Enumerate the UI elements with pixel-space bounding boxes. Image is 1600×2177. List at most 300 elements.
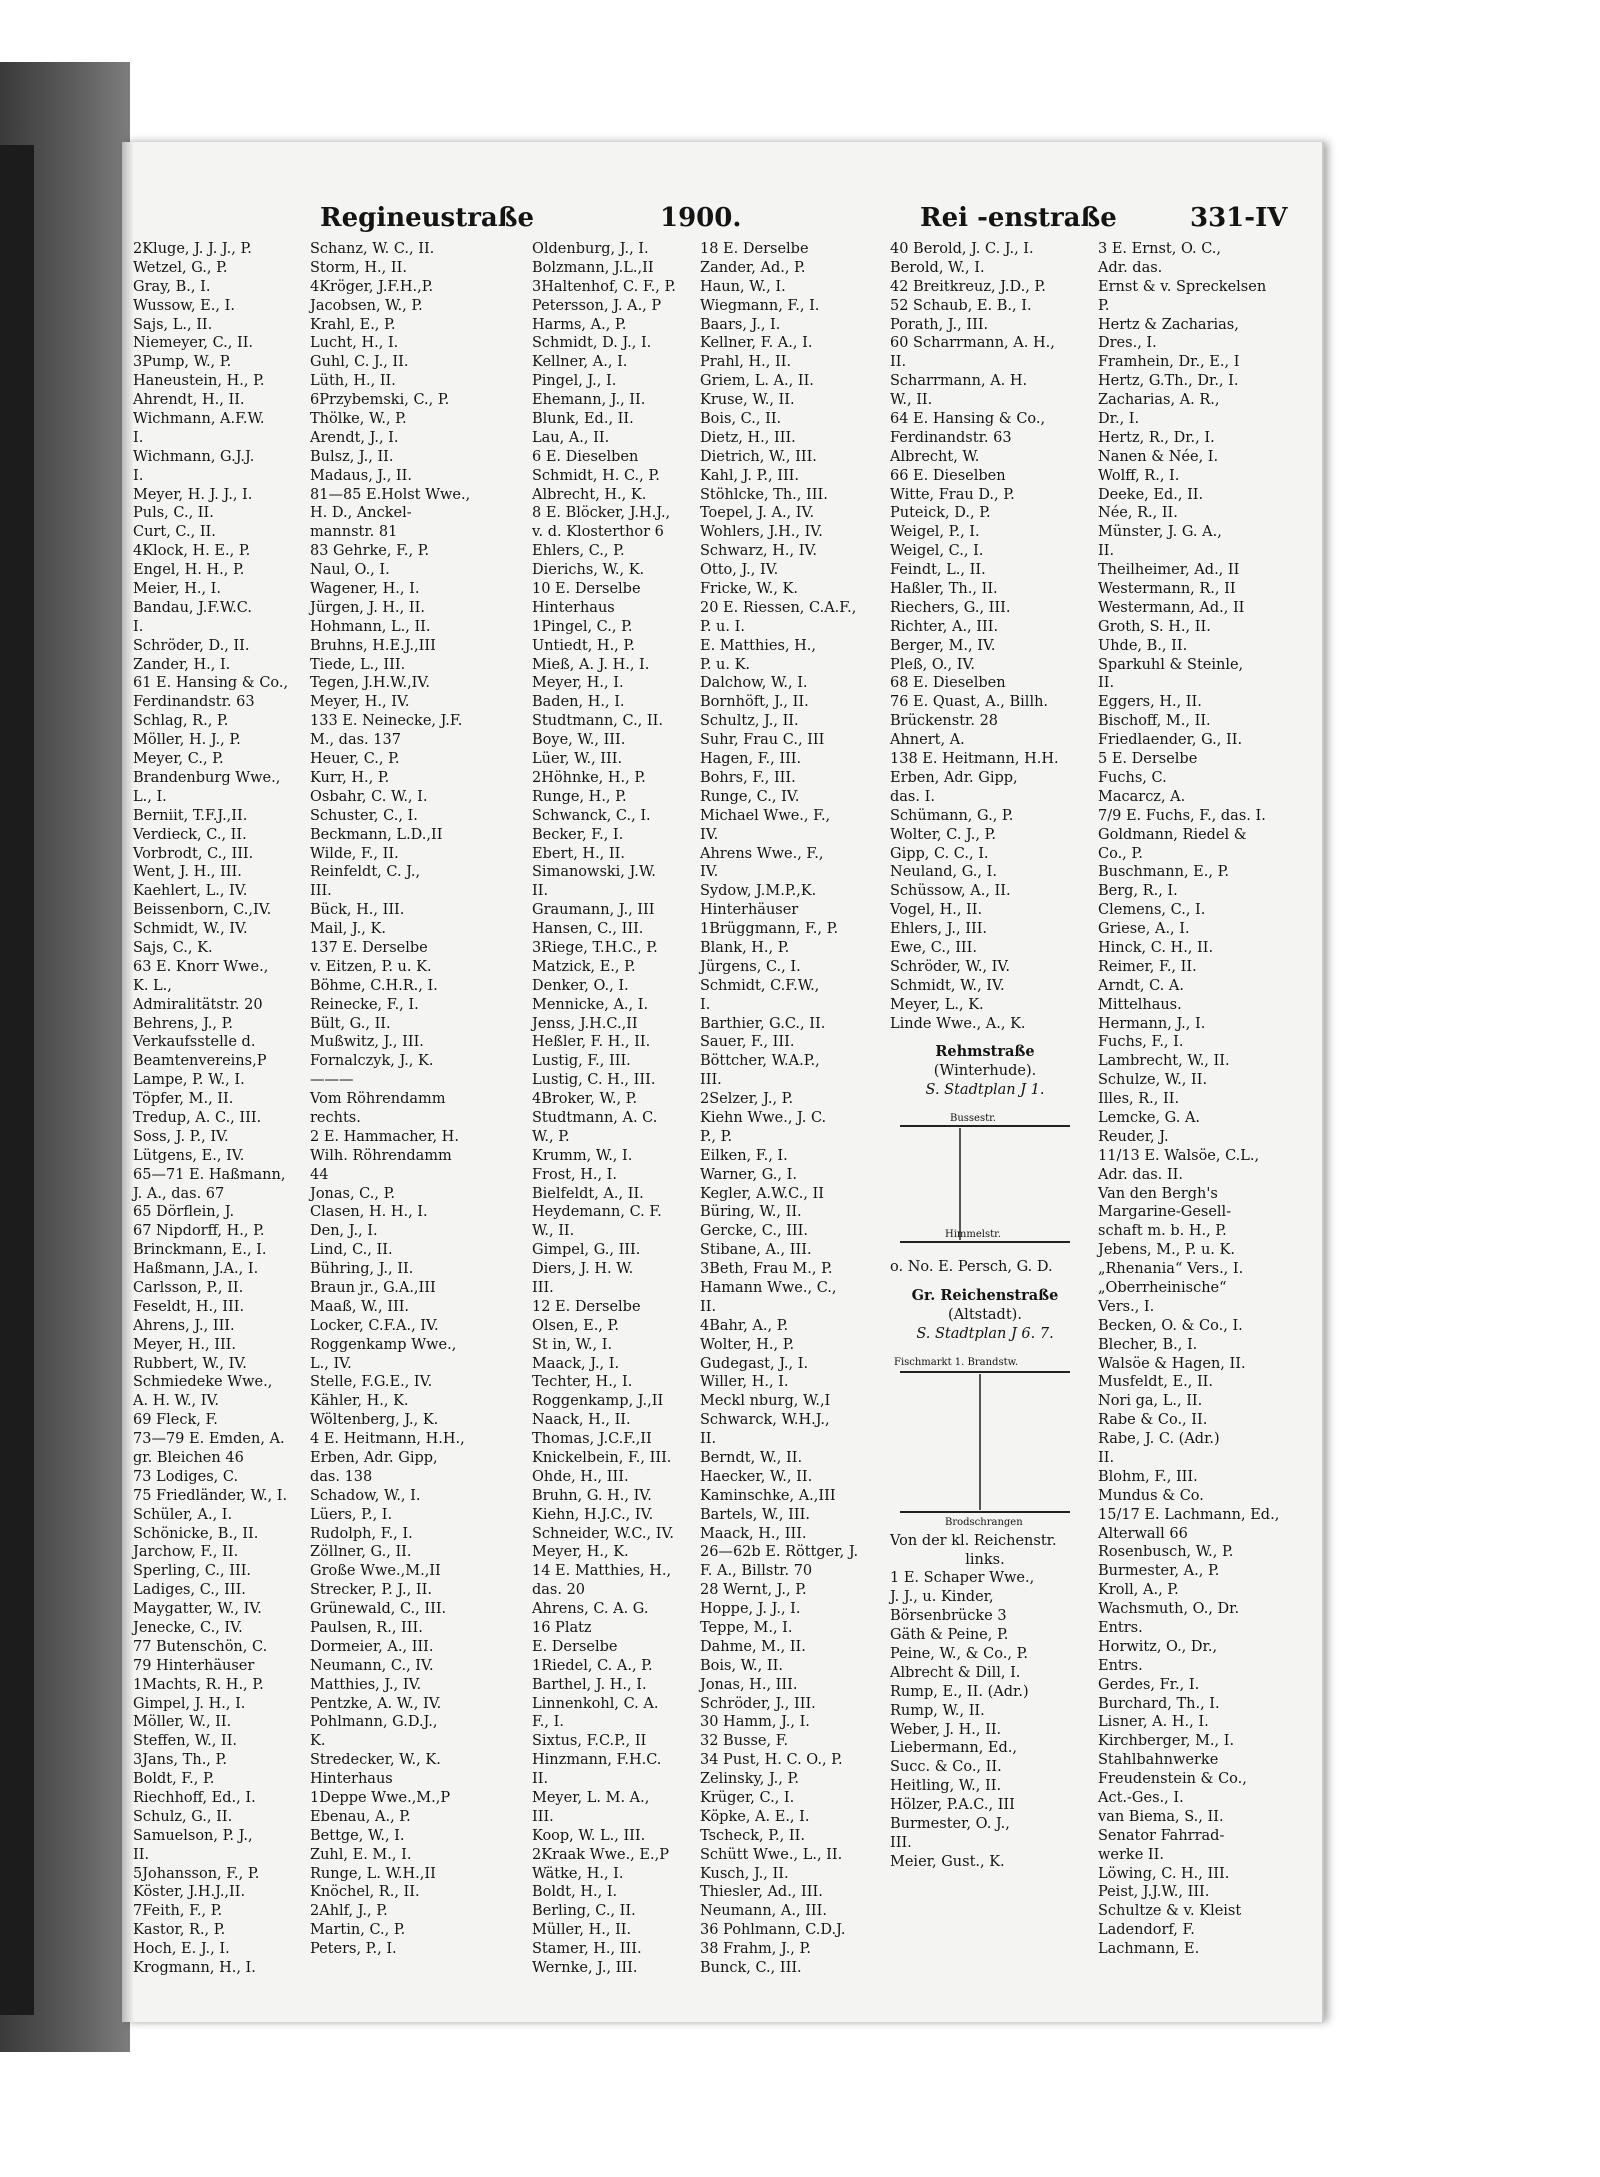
directory-entry: Eggers, H., II. [1098, 694, 1202, 711]
directory-entry: Blunk, Ed., II. [532, 411, 634, 428]
note-gr-reichen-1: Von der kl. Reichenstr. [890, 1532, 1057, 1549]
directory-entry: Ewe, C., III. [890, 939, 977, 956]
directory-entry: Verkaufsstelle d. [133, 1034, 256, 1051]
directory-entry: Roggenkamp Wwe., [310, 1336, 457, 1353]
directory-entry: Wachsmuth, O., Dr. [1098, 1601, 1240, 1618]
directory-entry: J. A., das. 67 [133, 1185, 225, 1202]
directory-entry: Kiehn, H.J.C., IV. [532, 1506, 654, 1523]
directory-entry: 83 Gehrke, F., P. [310, 543, 430, 560]
directory-entry: Schröder, W., IV. [890, 958, 1010, 975]
directory-entry: Hinterhaus [532, 599, 615, 616]
directory-entry: Nori ga, L., II. [1098, 1393, 1203, 1410]
directory-entry: 40 Berold, J. C. J., I. [890, 241, 1034, 257]
directory-entry: Verdieck, C., II. [133, 826, 247, 843]
directory-entry: Eilken, F., I. [700, 1147, 788, 1164]
directory-entry: Meyer, H., K. [532, 1544, 629, 1561]
directory-entry: Runge, C., IV. [700, 788, 800, 805]
directory-entry: Zuhl, E. M., I. [310, 1846, 412, 1863]
directory-entry: Meyer, H., III. [133, 1336, 237, 1353]
directory-entry: Ehemann, J., II. [532, 392, 646, 409]
directory-entry: Wohlers, J.H., IV. [700, 524, 823, 541]
directory-entry: Schmidt, C.F.W., [700, 977, 820, 994]
directory-entry: Schuster, C., I. [310, 807, 418, 824]
directory-entry: Bornhöft, J., II. [700, 694, 809, 711]
directory-entry: Schulz, G., II. [133, 1808, 233, 1825]
directory-entry: Blohm, F., III. [1098, 1468, 1198, 1485]
directory-entry: Feindt, L., II. [890, 562, 986, 579]
directory-entry: Jürgen, J. H., II. [310, 599, 425, 616]
directory-entry: 73 Lodiges, C. [133, 1468, 239, 1485]
directory-entry: Wiegmann, F., I. [700, 297, 820, 314]
directory-entry: Graumann, J., III [532, 902, 655, 919]
directory-entry: Hohmann, L., II. [310, 618, 431, 635]
directory-entry: 7Feith, F., P. [133, 1903, 223, 1920]
directory-entry: 15/17 E. Lachmann, Ed., [1098, 1506, 1280, 1523]
directory-entry: Zander, Ad., P. [700, 259, 806, 276]
directory-entry: 69 Fleck, F. [133, 1412, 218, 1429]
directory-entry: III. [310, 883, 332, 900]
directory-entry: Bois, C., II. [700, 411, 782, 428]
directory-entry: Kähler, H., K. [310, 1393, 409, 1410]
directory-entry: Gray, B., I. [133, 278, 211, 295]
directory-entry: III. [532, 1808, 554, 1825]
directory-entry: Pingel, J., I. [532, 373, 617, 390]
directory-entry: Maygatter, W., IV. [133, 1601, 262, 1618]
directory-entry: Hinterhaus [310, 1771, 393, 1788]
header-left-street: Regineustraße [320, 203, 535, 233]
directory-entry: Kegler, A.W.C., II [700, 1185, 825, 1202]
directory-entry: Wetzel, G., P. [133, 259, 228, 276]
directory-entry: Mieß, A. J. H., I. [532, 656, 650, 673]
directory-entry: Lütgens, E., IV. [133, 1147, 245, 1164]
directory-entry: Ernst & v. Spreckelsen [1098, 278, 1267, 295]
directory-entry: Bohrs, F., III. [700, 769, 796, 786]
directory-entry: Groth, S. H., II. [1098, 618, 1211, 635]
directory-entry: E. Derselbe [532, 1638, 618, 1655]
directory-entry: 44 [310, 1166, 329, 1183]
directory-entry: Heßler, F. H., II. [532, 1034, 651, 1051]
directory-entry: Kruse, W., II. [700, 392, 795, 409]
directory-entry: Techter, H., I. [532, 1374, 633, 1391]
directory-entry: Reimer, F., II. [1098, 958, 1197, 975]
directory-entry: Westermann, Ad., II [1098, 599, 1245, 616]
directory-entry: Brückenstr. 28 [890, 713, 999, 730]
directory-entry: Martin, C., P. [310, 1922, 406, 1939]
directory-entry: Becken, O. & Co., I. [1098, 1317, 1243, 1334]
directory-entry: Mail, J., K. [310, 921, 386, 938]
directory-entry: Richter, A., III. [890, 618, 999, 635]
directory-entry: P. [1098, 297, 1110, 314]
directory-entry: I. [700, 996, 711, 1013]
column-1 [133, 240, 293, 1977]
directory-entry: Münster, J. G. A., [1098, 524, 1222, 541]
directory-entry: „Rhenania“ Vers., I. [1098, 1261, 1244, 1278]
directory-entry: Berniit, T.F.J.,II. [133, 807, 248, 824]
directory-entry: Walsöe & Hagen, II. [1098, 1355, 1246, 1372]
directory-entry: Untiedt, H., P. [532, 637, 635, 654]
directory-entry: Haneustein, H., P. [133, 373, 265, 390]
directory-entry: Dahme, M., II. [700, 1638, 806, 1655]
directory-entry: 65—71 E. Haßmann, [133, 1166, 286, 1183]
directory-entry: Ferdinandstr. 63 [890, 429, 1012, 446]
directory-entry: Vers., I. [1098, 1298, 1155, 1315]
directory-entry: Schröder, D., II. [133, 637, 250, 654]
directory-entry: Zander, H., I. [133, 656, 231, 673]
directory-entry: Ahnert, A. [890, 732, 965, 749]
directory-entry: Kahl, J. P., III. [700, 467, 800, 484]
directory-entry: Frost, H., I. [532, 1166, 618, 1183]
directory-entry: schaft m. b. H., P. [1098, 1223, 1227, 1240]
directory-entry: II. [700, 1431, 717, 1448]
directory-entry: Becker, F., I. [532, 826, 624, 843]
directory-entry: A. H. W., IV. [133, 1393, 220, 1410]
directory-entry: Hermann, J., I. [1098, 1015, 1206, 1032]
street-map-rehm [890, 1104, 1075, 1254]
directory-entry: Schmiedeke Wwe., [133, 1374, 273, 1391]
map-label-top-rehm: Bussestr. [950, 1113, 996, 1125]
directory-entry: Hertz & Zacharias, [1098, 316, 1239, 333]
directory-entry: Warner, G., I. [700, 1166, 797, 1183]
directory-entry: Große Wwe.,M.,II [310, 1563, 441, 1580]
directory-entry: Curt, C., II. [133, 524, 216, 541]
directory-entry: Beckmann, L.D.,II [310, 826, 443, 843]
directory-entry: Freudenstein & Co., [1098, 1771, 1247, 1788]
directory-entry: Wöltenberg, J., K. [310, 1412, 439, 1429]
directory-entry: Burmester, A., P. [1098, 1563, 1220, 1580]
directory-entry: Peine, W., & Co., P. [890, 1645, 1028, 1662]
directory-entry: Müller, H., II. [532, 1922, 632, 1939]
directory-entry: 52 Schaub, E. B., I. [890, 297, 1032, 314]
directory-entry: Fricke, W., K. [700, 581, 798, 598]
directory-entry: Lüers, P., I. [310, 1506, 393, 1523]
column-4 [700, 240, 860, 1977]
directory-entry: 26—62b E. Röttger, J. [700, 1544, 859, 1561]
directory-entry: 3Jans, Th., P. [133, 1752, 227, 1769]
directory-entry: Pleß, O., IV. [890, 656, 976, 673]
directory-entry: Reinfeldt, C. J., [310, 864, 421, 881]
directory-entry: Wernke, J., III. [532, 1960, 638, 1977]
directory-entry: Maaß, W., III. [310, 1298, 410, 1315]
directory-entry: 137 E. Derselbe [310, 939, 428, 956]
directory-entry: Bandau, J.F.W.C. [133, 599, 252, 616]
directory-entry: Kurr, H., P. [310, 769, 390, 786]
directory-entry: Sixtus, F.C.P., II [532, 1733, 647, 1750]
directory-entry: Boldt, F., P. [133, 1771, 215, 1788]
directory-entry: 1 E. Schaper Wwe., [890, 1570, 1035, 1587]
directory-entry: Köpke, A. E., I. [700, 1808, 810, 1825]
directory-entry: IV. [700, 826, 719, 843]
directory-entry: Willer, H., I. [700, 1374, 789, 1391]
directory-entry: Bück, H., III. [310, 902, 405, 919]
directory-entry: Stamer, H., III. [532, 1941, 642, 1958]
directory-entry: Ferdinandstr. 63 [133, 694, 255, 711]
header-right-street: Rei ‑enstraße [920, 203, 1117, 233]
directory-entry: Carlsson, P., II. [133, 1279, 244, 1296]
directory-entry: K. L., [133, 977, 172, 994]
directory-entry: Framhein, Dr., E., I [1098, 354, 1240, 371]
directory-entry: Riechers, G., III. [890, 599, 1011, 616]
directory-entry: 68 E. Dieselben [890, 675, 1006, 692]
directory-entry: Wussow, E., I. [133, 297, 235, 314]
directory-entry: Soss, J. P., IV. [133, 1128, 229, 1145]
directory-entry: Albrecht, H., K. [532, 486, 647, 503]
directory-entry: Vogel, H., II. [890, 902, 983, 919]
directory-entry: Admiralitätstr. 20 [133, 996, 263, 1013]
directory-entry: Bischoff, M., II. [1098, 713, 1211, 730]
directory-entry: Griem, L. A., II. [700, 373, 814, 390]
column-2 [310, 240, 471, 1958]
directory-entry: Succ. & Co., II. [890, 1759, 1002, 1776]
directory-entry: Engel, H. H., P. [133, 562, 245, 579]
directory-entry: Krahl, E., P. [310, 316, 396, 333]
directory-entry: Alterwall 66 [1098, 1525, 1188, 1542]
directory-entry: Ahrens, J., III. [133, 1317, 235, 1334]
district-gr-reichen: (Altstadt). [948, 1306, 1022, 1323]
directory-entry: Steffen, W., II. [133, 1733, 238, 1750]
directory-entry: Lüer, W., III. [532, 751, 623, 768]
directory-entry: Hinck, C. H., II. [1098, 939, 1214, 956]
directory-entry: Simanowski, J.W. [532, 864, 656, 881]
directory-entry: Rump, E., II. (Adr.) [890, 1683, 1029, 1700]
district-rehm: (Winterhude). [933, 1063, 1037, 1080]
directory-entry: Matzick, E., P. [532, 958, 636, 975]
directory-entry: ——— [310, 1072, 354, 1089]
directory-entry: Hamann Wwe., C., [700, 1279, 837, 1296]
directory-entry: Bettge, W., I. [310, 1827, 405, 1844]
directory-entry: Fuchs, C. [1098, 769, 1167, 786]
directory-entry: Adr. das. [1098, 259, 1163, 276]
directory-entry: W., II. [890, 392, 933, 409]
gr-reichen-entries [890, 1569, 1080, 1871]
directory-entry: Meyer, L. M. A., [532, 1790, 650, 1807]
directory-entry: Krüger, C., I. [700, 1790, 795, 1807]
directory-entry: Clasen, H. H., I. [310, 1204, 428, 1221]
directory-entry: 2Höhnke, H., P. [532, 769, 646, 786]
directory-entry: 14 E. Matthies, H., [532, 1563, 672, 1580]
directory-entry: Prahl, H., II. [700, 354, 792, 371]
directory-entry: Hoch, E. J., I. [133, 1941, 230, 1958]
directory-entry: Wolter, C. J., P. [890, 826, 996, 843]
directory-entry: Kusch, J., II. [700, 1865, 789, 1882]
directory-entry: Witte, Frau D., P. [890, 486, 1015, 503]
directory-entry: das. 138 [310, 1468, 373, 1485]
directory-entry: Co., P. [1098, 845, 1143, 862]
directory-entry: Hertz, G.Th., Dr., I. [1098, 373, 1239, 390]
directory-entry: 138 E. Heitmann, H.H. [890, 751, 1059, 768]
directory-entry: Née, R., II. [1098, 505, 1178, 522]
directory-entry: Feseldt, H., III. [133, 1298, 245, 1315]
directory-entry: Reinecke, F., I. [310, 996, 419, 1013]
directory-entry: W., P. [532, 1128, 570, 1145]
directory-entry: Liebermann, Ed., [890, 1740, 1018, 1757]
directory-entry: Rabe & Co., II. [1098, 1412, 1208, 1429]
directory-entry: Beamtenvereins,P [133, 1053, 267, 1070]
directory-entry: Buschmann, E., P. [1098, 864, 1230, 881]
directory-entry: Blecher, B., I. [1098, 1336, 1198, 1353]
directory-entry: Bolzmann, J.L.,II [532, 259, 654, 276]
directory-entry: Berger, M., IV. [890, 637, 996, 654]
directory-entry: Gudegast, J., I. [700, 1355, 809, 1372]
directory-entry: Köster, J.H.J.,II. [133, 1884, 246, 1901]
directory-entry: Thölke, W., P. [310, 411, 407, 428]
directory-entry: Den, J., I. [310, 1223, 378, 1240]
directory-entry: Linde Wwe., A., K. [890, 1015, 1026, 1032]
directory-entry: 6Przybemski, C., P. [310, 392, 450, 409]
header-year: 1900. [660, 203, 742, 233]
directory-entry: Sydow, J.M.P.,K. [700, 883, 817, 900]
directory-entry: Hölzer, P.A.C., III [890, 1797, 1015, 1814]
directory-entry: 28 Wernt, J., P. [700, 1582, 807, 1599]
directory-entry: Stahlbahnwerke [1098, 1752, 1219, 1769]
directory-entry: Wichmann, A.F.W. [133, 411, 265, 428]
note-gr-reichen-2: links. [965, 1551, 1005, 1568]
directory-entry: 1Deppe Wwe.,M.,P [310, 1790, 451, 1807]
directory-entry: Linnenkohl, C. A. [532, 1695, 659, 1712]
directory-entry: Dietrich, W., III. [700, 448, 817, 465]
directory-entry: Haßler, Th., II. [890, 581, 998, 598]
directory-entry: Weigel, P., I. [890, 524, 980, 541]
directory-entry: Brandenburg Wwe., [133, 769, 281, 786]
directory-entry: 76 E. Quast, A., Billh. [890, 694, 1049, 711]
directory-entry: 3 E. Ernst, O. C., [1098, 241, 1222, 257]
directory-entry: Ahrens Wwe., F., [700, 845, 824, 862]
directory-entry: Lisner, A. H., I. [1098, 1714, 1209, 1731]
directory-entry: Büring, W., II. [700, 1204, 802, 1221]
directory-entry: Schümann, G., P. [890, 807, 1014, 824]
directory-entry: 4Broker, W., P. [532, 1091, 638, 1108]
directory-entry: Went, J. H., III. [133, 864, 242, 881]
directory-entry: Deeke, Ed., II. [1098, 486, 1204, 503]
directory-entry: Lambrecht, W., II. [1098, 1053, 1230, 1070]
directory-entry: 42 Breitkreuz, J.D., P. [890, 278, 1046, 295]
directory-entry: Ebenau, A., P. [310, 1808, 411, 1825]
directory-entry: Meyer, H. J. J., I. [133, 486, 253, 503]
directory-entry: F. A., Billstr. 70 [700, 1563, 813, 1580]
directory-entry: Theilheimer, Ad., II [1098, 562, 1240, 579]
directory-entry: Jacobsen, W., P. [310, 297, 423, 314]
directory-entry: Peist, J.J.W., III. [1098, 1884, 1210, 1901]
directory-entry: Schüler, A., I. [133, 1506, 233, 1523]
directory-entry: 2Selzer, J., P. [700, 1091, 794, 1108]
directory-entry: Ehlers, J., III. [890, 921, 988, 938]
directory-entry: Meyer, H., I. [532, 675, 624, 692]
directory-entry: Heitling, W., II. [890, 1778, 1002, 1795]
directory-entry: Meyer, H., IV. [310, 694, 410, 711]
directory-entry: Storm, H., II. [310, 259, 407, 276]
street-map-gr-reichen [890, 1348, 1075, 1528]
directory-entry: Tscheck, P., II. [700, 1827, 805, 1844]
directory-entry: Kaehlert, L., IV. [133, 883, 248, 900]
directory-entry: Madaus, J., II. [310, 467, 412, 484]
directory-entry: Fornalczyk, J., K. [310, 1053, 434, 1070]
directory-entry: 5Johansson, F., P. [133, 1865, 260, 1882]
map-lines-gr-reichen [890, 1348, 1075, 1528]
directory-entry: P. u. K. [700, 656, 751, 673]
directory-entry: II. [1098, 1450, 1115, 1466]
directory-entry: Naul, O., I. [310, 562, 390, 579]
directory-entry: Suhr, Frau C., III [700, 732, 825, 749]
directory-entry: das. 20 [532, 1582, 586, 1599]
directory-entry: Vorbrodt, C., III. [133, 845, 254, 862]
directory-entry: Gimpel, G., III. [532, 1242, 641, 1259]
directory-entry: Kastor, R., P. [133, 1922, 226, 1939]
directory-entry: Jenecke, C., IV. [133, 1620, 243, 1637]
directory-entry: 12 E. Derselbe [532, 1298, 641, 1315]
column-5-entries [890, 240, 1080, 1033]
directory-entry: Thomas, J.C.F.,II [532, 1431, 652, 1448]
directory-entry: II. [133, 1846, 150, 1863]
book-edge-shadow [0, 145, 34, 2015]
directory-entry: Margarine-Gesell- [1098, 1204, 1232, 1221]
directory-entry: Paulsen, R., III. [310, 1620, 423, 1637]
directory-entry: Goldmann, Riedel & [1098, 826, 1247, 843]
directory-entry: III. [532, 1279, 554, 1296]
directory-entry: Jonas, H., III. [700, 1676, 798, 1693]
directory-entry: Sauer, F., III. [700, 1034, 795, 1051]
directory-entry: Haun, W., I. [700, 278, 786, 295]
directory-entry: E. Matthies, H., [700, 637, 817, 654]
directory-entry: Pohlmann, G.D.J., [310, 1714, 438, 1731]
directory-entry: Riechhoff, Ed., I. [133, 1790, 256, 1807]
directory-entry: Heuer, C., P. [310, 751, 400, 768]
directory-entry: Jürgens, C., I. [700, 958, 801, 975]
directory-entry: 63 E. Knorr Wwe., [133, 958, 269, 975]
directory-entry: 60 Scharrmann, A. H., [890, 335, 1055, 352]
directory-entry: Berling, C., II. [532, 1903, 636, 1920]
directory-entry: Blank, H., P. [700, 939, 790, 956]
directory-entry: F., I. [532, 1714, 564, 1731]
directory-entry: Petersson, J. A., P [532, 297, 662, 314]
directory-entry: Stredecker, W., K. [310, 1752, 441, 1769]
directory-entry: Mußwitz, J., III. [310, 1034, 424, 1051]
directory-entry: K. [310, 1733, 326, 1750]
directory-entry: Lustig, F., III. [532, 1053, 631, 1070]
directory-entry: Töpfer, M., II. [133, 1091, 234, 1108]
directory-entry: Schulze, W., II. [1098, 1072, 1208, 1089]
directory-entry: Neuland, G., I. [890, 864, 997, 881]
directory-entry: Samuelson, P. J., [133, 1827, 253, 1844]
directory-entry: Schütt Wwe., L., II. [700, 1846, 843, 1863]
directory-entry: Neumann, A., III. [700, 1903, 827, 1920]
directory-entry: Lampe, P. W., I. [133, 1072, 245, 1089]
directory-entry: 61 E. Hansing & Co., [133, 675, 289, 692]
directory-entry: Fuchs, F., I. [1098, 1034, 1184, 1051]
directory-entry: Albrecht, W. [890, 448, 980, 465]
directory-entry: Erben, Adr. Gipp, [890, 769, 1018, 786]
directory-entry: 36 Pohlmann, C.D.J. [700, 1922, 846, 1939]
directory-entry: Mundus & Co. [1098, 1487, 1204, 1504]
directory-entry: 77 Butenschön, C. [133, 1638, 268, 1655]
directory-entry: Adr. das. II. [1098, 1166, 1183, 1183]
map-label-top-gr-reichen: Fischmarkt 1. Brandstw. [894, 1356, 1019, 1368]
directory-entry: Kaminschke, A.,III [700, 1487, 836, 1504]
directory-entry: Thiesler, Ad., III. [700, 1884, 823, 1901]
directory-entry: Jonas, C., P. [310, 1185, 396, 1202]
directory-entry: werke II. [1098, 1846, 1164, 1863]
directory-entry: „Oberrheinische“ [1098, 1279, 1227, 1296]
directory-entry: Wolter, H., P. [700, 1336, 795, 1353]
directory-entry: Bulsz, J., II. [310, 448, 394, 465]
directory-entry: Matthies, J., IV. [310, 1676, 422, 1693]
directory-entry: Zöllner, G., II. [310, 1544, 412, 1561]
directory-entry: Dormeier, A., III. [310, 1638, 434, 1655]
directory-entry: Meckl nburg, W.,I [700, 1393, 831, 1410]
entry-rehm: o. No. E. Persch, G. D. [890, 1259, 1053, 1276]
directory-entry: I. [133, 429, 144, 446]
directory-entry: mannstr. 81 [310, 524, 398, 541]
directory-entry: Schneider, W.C., IV. [532, 1525, 675, 1542]
directory-entry: Ladiges, C., III. [133, 1582, 246, 1599]
